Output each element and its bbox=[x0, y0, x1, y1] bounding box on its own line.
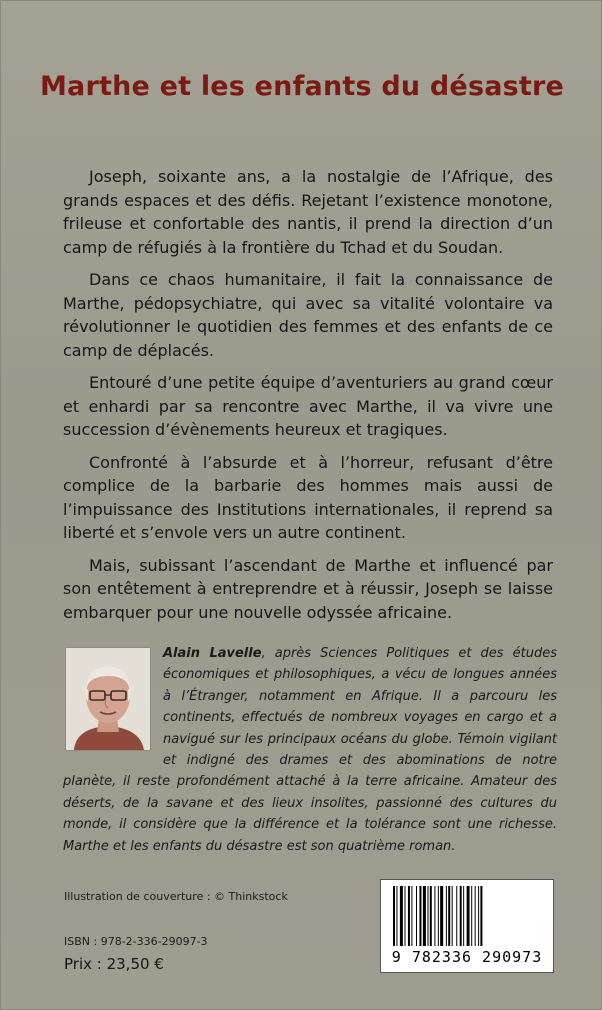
synopsis-paragraph: Joseph, soixante ans, a la nostalgie de l’Afrique, des grands espaces et des défis. Rejetant l’existence monotone, frileuse et confortable des nantis, il prend la direction d’un camp de réfugiés à la frontière du Tchad et du Soudan. bbox=[63, 167, 553, 257]
barcode-bar bbox=[446, 886, 447, 946]
price: Prix : 23,50 € bbox=[64, 955, 164, 973]
barcode-bar bbox=[396, 886, 397, 946]
barcode-bar bbox=[393, 886, 395, 946]
barcode-bar bbox=[480, 886, 482, 946]
synopsis-paragraph: Confronté à l’absurde et à l’horreur, refusant d’être complice de la barbarie des hommes mais aussi de l’impuissance des Institutions internationales, il reprend sa liberté et s’envole vers un autre continent. bbox=[63, 452, 553, 542]
barcode-bar bbox=[440, 886, 443, 946]
photo-spacer bbox=[63, 643, 163, 769]
cover-illustration-credit: Illustration de couverture : © Thinkstock bbox=[64, 890, 288, 903]
barcode-bars-icon bbox=[393, 886, 541, 946]
barcode-bar bbox=[419, 886, 421, 946]
barcode-bar bbox=[467, 886, 470, 946]
barcode-bar bbox=[452, 886, 453, 946]
barcode-bar bbox=[405, 886, 406, 946]
barcode-bar bbox=[456, 886, 457, 946]
bio-text: , après Sciences Politiques et des études économiques et philosophiques, a vécu de longues années à l’Étranger, notamment en Afrique. Il a parcouru les continents, effectués de nombreux voyages en cargo et a navigué sur les principaux océans du globe. Témoin vigilant et indigné des drames et des abominations de notre planète, il reste profondément attaché à la terre africaine. Amateur des déserts, de la savane et des lieux insolites, passionné des cultures du monde, il considère que la différence et la tolérance sont une richesse. Marthe et les enfants du désastre est son quatrième roman. bbox=[63, 646, 557, 854]
barcode-bar bbox=[416, 886, 417, 946]
barcode-bar bbox=[475, 886, 476, 946]
synopsis-paragraph: Entouré d’une petite équipe d’aventuriers au grand cœur et enhardi par sa rencontre avec Marthe, il va vivre une succession d’évènements heureux et tragiques. bbox=[63, 373, 553, 439]
barcode-bar bbox=[411, 886, 412, 946]
barcode-bar bbox=[478, 886, 479, 946]
barcode-bar bbox=[463, 886, 464, 946]
barcode-bar bbox=[434, 886, 435, 946]
barcode-digits: 9 782336 290973 bbox=[391, 948, 543, 966]
synopsis bbox=[63, 165, 553, 633]
barcode-bar bbox=[430, 886, 432, 946]
barcode-bar bbox=[460, 886, 462, 946]
barcode-bar bbox=[428, 886, 429, 946]
barcode-bar bbox=[448, 886, 450, 946]
barcode bbox=[380, 879, 554, 973]
barcode-bar bbox=[471, 886, 472, 946]
book-title: Marthe et les enfants du désastre bbox=[39, 71, 565, 102]
synopsis-paragraph: Dans ce chaos humanitaire, il fait la connaissance de Marthe, pédopsychiatre, qui avec sa vitalité volontaire va révolutionner le quotidien des femmes et des enfants de ce camp de déplacés. bbox=[63, 270, 553, 360]
author-name: Alain Lavelle bbox=[163, 646, 262, 661]
barcode-bar bbox=[438, 886, 439, 946]
isbn: ISBN : 978-2-336-29097-3 bbox=[64, 935, 208, 948]
author-biography bbox=[63, 643, 557, 857]
synopsis-paragraph: Mais, subissant l’ascendant de Marthe et influencé par son entêtement à entreprendre et à réussir, Joseph se laisse embarquer pour une nouvelle odyssée africaine. bbox=[63, 555, 553, 622]
barcode-bar bbox=[423, 886, 426, 946]
barcode-bar bbox=[408, 886, 410, 946]
barcode-bar bbox=[400, 886, 403, 946]
